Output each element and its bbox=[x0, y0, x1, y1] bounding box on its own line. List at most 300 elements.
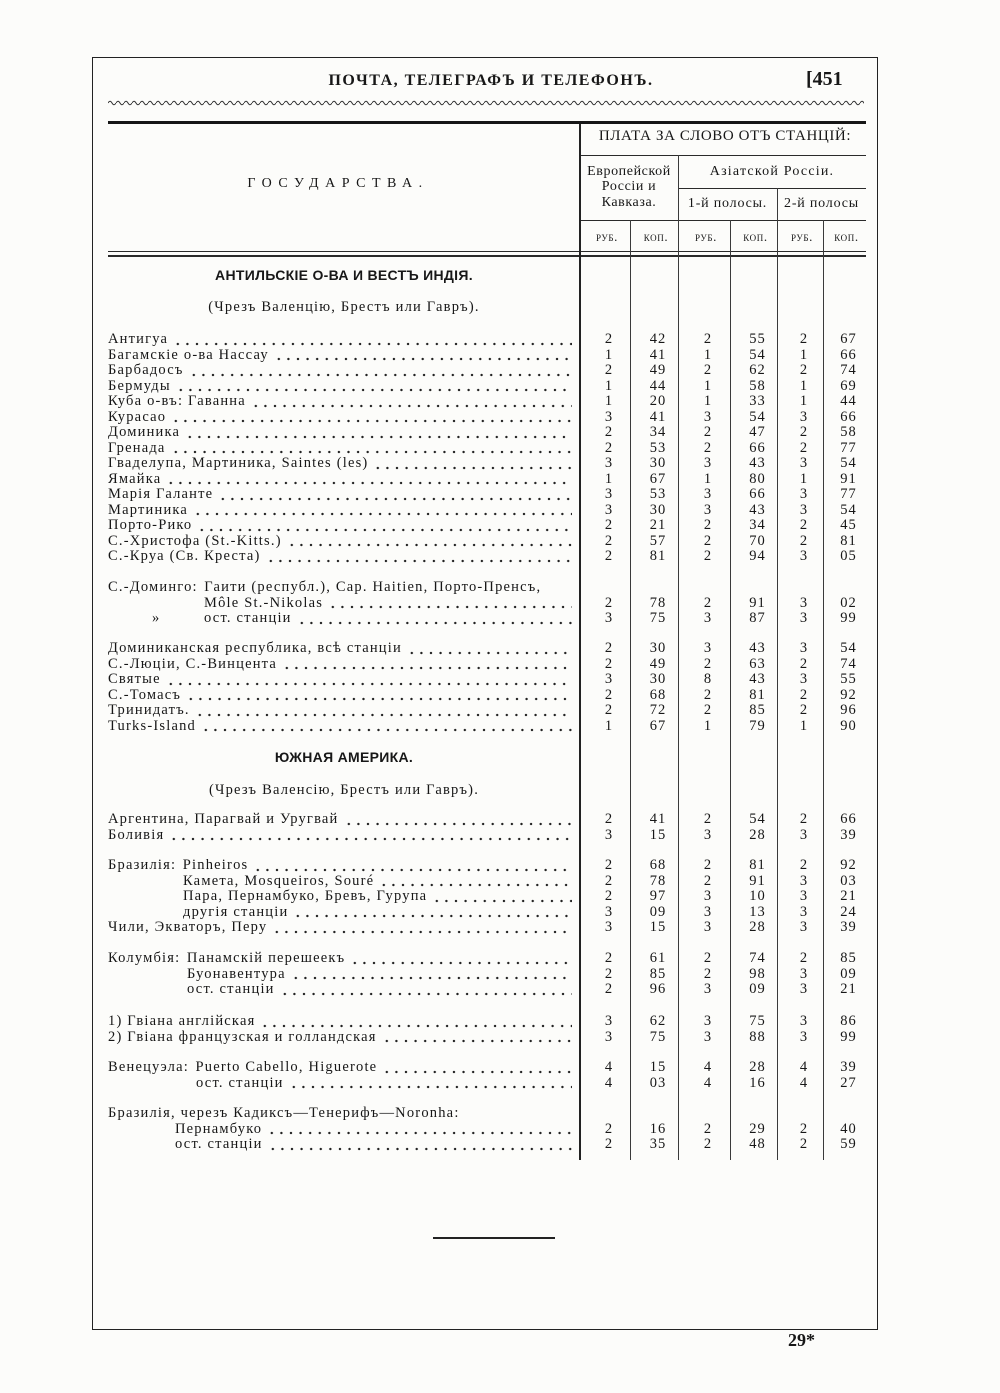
dot-leader bbox=[282, 657, 572, 673]
dot-leader bbox=[189, 363, 572, 379]
kop-europe-value: 61 bbox=[649, 950, 667, 967]
rub-asia-zone1-value: 2 bbox=[703, 872, 713, 889]
indent-spacer bbox=[108, 1137, 175, 1153]
kop-asia-zone2-value: 44 bbox=[840, 393, 857, 410]
table-row bbox=[108, 379, 868, 395]
kop-europe-value: 78 bbox=[649, 594, 667, 611]
country-cell bbox=[108, 379, 580, 395]
kop-asia-zone1-value: 48 bbox=[749, 1136, 766, 1153]
table-row bbox=[108, 1030, 868, 1046]
kop-asia-zone1-value: 66 bbox=[749, 439, 766, 456]
kop-asia-zone1-value: 88 bbox=[749, 1028, 766, 1045]
rub-asia-zone1-value: 2 bbox=[703, 702, 713, 719]
country-cell bbox=[108, 534, 580, 550]
kop-europe-value: 03 bbox=[649, 1074, 667, 1091]
country-cell bbox=[108, 487, 580, 503]
rub-europe-value: 2 bbox=[604, 888, 614, 905]
indent-spacer bbox=[108, 889, 183, 905]
page-number: [451 bbox=[806, 68, 843, 90]
kop-europe-value: 75 bbox=[649, 610, 667, 627]
rub-asia-zone1-value: 2 bbox=[703, 950, 713, 967]
rub-europe-value: 3 bbox=[604, 919, 614, 936]
rub-asia-zone2-value: 3 bbox=[799, 872, 809, 889]
country-label: Буонавентура bbox=[187, 966, 286, 982]
country-cell bbox=[108, 703, 580, 719]
rub-asia-zone1-value: 2 bbox=[703, 594, 713, 611]
table-row bbox=[108, 518, 868, 534]
country-label: Пара, Пернамбуко, Бревъ, Гурупа bbox=[183, 889, 428, 905]
kop-europe-value: 53 bbox=[649, 439, 667, 456]
kop-asia-zone1-value: 47 bbox=[749, 424, 766, 441]
sub-row bbox=[108, 905, 868, 921]
rub-asia-zone2-value: 2 bbox=[799, 857, 809, 874]
rub-asia-zone1-value: 3 bbox=[703, 1013, 713, 1030]
rub-asia-zone2-value: 3 bbox=[799, 610, 809, 627]
country-cell bbox=[108, 1060, 580, 1076]
kop-asia-zone2-value: 66 bbox=[840, 346, 857, 363]
dot-leader bbox=[291, 967, 572, 983]
route-note: (Чрезъ Валенцію, Брестъ или Гавръ). bbox=[208, 299, 480, 315]
table-row bbox=[108, 363, 868, 379]
rub-asia-zone2-value: 2 bbox=[799, 532, 809, 549]
country-label: ост. станціи bbox=[204, 611, 292, 627]
country-cell bbox=[108, 472, 580, 488]
table-row bbox=[108, 410, 868, 426]
rub-asia-zone2-value: 2 bbox=[799, 1136, 809, 1153]
kop-asia-zone2-value: 58 bbox=[840, 424, 857, 441]
rub-asia-zone1-value: 1 bbox=[703, 393, 713, 410]
kop-europe-value: 57 bbox=[649, 532, 667, 549]
rub-asia-zone2-value: 3 bbox=[799, 455, 809, 472]
rub-europe-value: 3 bbox=[604, 826, 614, 843]
country-label: Камета, Mosqueiros, Souré bbox=[183, 873, 375, 889]
unit-kop-europe: коп. bbox=[643, 229, 669, 244]
kop-europe-value: 67 bbox=[649, 470, 667, 487]
kop-asia-zone2-value: 40 bbox=[840, 1120, 857, 1137]
rub-asia-zone1-value: 3 bbox=[703, 610, 713, 627]
dot-leader bbox=[260, 1014, 572, 1030]
rub-asia-zone2-value: 3 bbox=[799, 640, 809, 657]
unit-kop-asia-zone2: коп. bbox=[834, 229, 859, 244]
dot-leader bbox=[197, 518, 572, 534]
kop-asia-zone2-value: 39 bbox=[840, 919, 857, 936]
country-label: С.-Христофа (St.-Kitts.) bbox=[108, 533, 282, 549]
dot-leader bbox=[382, 1060, 572, 1076]
rub-asia-zone2-value: 4 bbox=[799, 1074, 809, 1091]
dot-leader bbox=[379, 874, 572, 890]
sub-row bbox=[108, 611, 868, 627]
rub-asia-zone2-value: 3 bbox=[799, 501, 809, 518]
kop-asia-zone1-value: 85 bbox=[749, 702, 766, 719]
dot-leader bbox=[382, 1030, 572, 1046]
unit-rub-asia-zone2: руб. bbox=[791, 229, 813, 244]
kop-europe-value: 09 bbox=[649, 903, 667, 920]
rub-europe-value: 3 bbox=[604, 486, 614, 503]
kop-europe-value: 15 bbox=[649, 919, 667, 936]
rub-asia-zone2-value: 4 bbox=[799, 1059, 809, 1076]
signature-mark: 29* bbox=[788, 1330, 815, 1350]
rub-europe-value: 2 bbox=[604, 517, 614, 534]
country-cell bbox=[108, 688, 580, 704]
header-rule-asian bbox=[678, 188, 866, 189]
column-header-rate: ПЛАТА ЗА СЛОВО ОТЪ СТАНЦІЙ: bbox=[598, 128, 852, 144]
kop-asia-zone1-value: 43 bbox=[749, 671, 766, 688]
rub-europe-value: 1 bbox=[604, 393, 614, 410]
kop-asia-zone1-value: 55 bbox=[749, 331, 766, 348]
ditto-mark: » bbox=[152, 611, 161, 627]
kop-asia-zone1-value: 63 bbox=[749, 655, 766, 672]
kop-asia-zone1-value: 91 bbox=[749, 594, 766, 611]
dot-leader bbox=[166, 672, 572, 688]
rub-europe-value: 4 bbox=[604, 1074, 614, 1091]
kop-europe-value: 78 bbox=[649, 872, 667, 889]
country-label: Святые bbox=[108, 672, 161, 688]
table-row bbox=[108, 456, 868, 472]
country-label: 1) Гвіана англійская bbox=[108, 1014, 256, 1030]
rub-europe-value: 2 bbox=[604, 1136, 614, 1153]
kop-asia-zone2-value: 86 bbox=[840, 1013, 857, 1030]
kop-asia-zone1-value: 29 bbox=[749, 1120, 766, 1137]
sub-row bbox=[108, 889, 868, 905]
kop-europe-value: 67 bbox=[649, 717, 667, 734]
dot-leader bbox=[407, 641, 572, 657]
rub-europe-value: 3 bbox=[604, 501, 614, 518]
country-label: ост. станціи bbox=[187, 982, 275, 998]
kop-asia-zone2-value: 55 bbox=[840, 671, 857, 688]
country-cell bbox=[108, 812, 580, 828]
country-cell bbox=[108, 982, 580, 998]
kop-europe-value: 96 bbox=[649, 981, 667, 998]
country-label: ост. станціи bbox=[196, 1075, 284, 1091]
country-label: Бразилія, черезъ Кадиксъ—Тенерифъ—Noronha: bbox=[108, 1106, 460, 1122]
indent-spacer bbox=[108, 967, 187, 983]
kop-europe-value: 30 bbox=[649, 501, 667, 518]
dot-leader bbox=[171, 441, 572, 457]
dot-leader bbox=[350, 951, 572, 967]
kop-europe-value: 35 bbox=[649, 1136, 667, 1153]
country-label: Доминика bbox=[108, 425, 181, 441]
rub-asia-zone1-value: 3 bbox=[703, 888, 713, 905]
country-label: Курасао bbox=[108, 409, 167, 425]
rub-asia-zone2-value: 1 bbox=[799, 377, 809, 394]
closing-rule bbox=[433, 1237, 555, 1239]
rub-europe-value: 2 bbox=[604, 594, 614, 611]
kop-europe-value: 21 bbox=[649, 517, 667, 534]
dot-leader bbox=[195, 703, 572, 719]
country-label: Гренада bbox=[108, 440, 166, 456]
dot-leader bbox=[173, 332, 572, 348]
kop-europe-value: 34 bbox=[649, 424, 667, 441]
country-cell bbox=[108, 1137, 580, 1153]
rub-asia-zone2-value: 3 bbox=[799, 408, 809, 425]
kop-asia-zone2-value: 90 bbox=[840, 717, 857, 734]
rub-asia-zone2-value: 2 bbox=[799, 424, 809, 441]
table-row bbox=[108, 688, 868, 704]
country-cell bbox=[108, 503, 580, 519]
kop-asia-zone1-value: 81 bbox=[749, 857, 766, 874]
dot-leader bbox=[272, 920, 572, 936]
column-header-zone2: 2-й полосы bbox=[784, 196, 859, 211]
kop-asia-zone2-value: 27 bbox=[840, 1074, 857, 1091]
country-cell bbox=[108, 441, 580, 457]
kop-europe-value: 49 bbox=[649, 362, 667, 379]
country-cell bbox=[108, 672, 580, 688]
rub-asia-zone2-value: 2 bbox=[799, 655, 809, 672]
rub-europe-value: 2 bbox=[604, 362, 614, 379]
kop-asia-zone2-value: 96 bbox=[840, 702, 857, 719]
kop-asia-zone1-value: 54 bbox=[749, 408, 766, 425]
dot-leader bbox=[251, 394, 572, 410]
country-cell bbox=[108, 1030, 580, 1046]
country-cell bbox=[108, 363, 580, 379]
table-row bbox=[108, 487, 868, 503]
kop-asia-zone2-value: 74 bbox=[840, 362, 857, 379]
header-rule-rate bbox=[580, 155, 866, 156]
kop-asia-zone1-value: 33 bbox=[749, 393, 766, 410]
rub-asia-zone1-value: 3 bbox=[703, 903, 713, 920]
header-double-rule-bottom bbox=[108, 255, 866, 257]
dot-leader bbox=[218, 487, 572, 503]
indent-spacer bbox=[108, 874, 183, 890]
kop-asia-zone2-value: 85 bbox=[840, 950, 857, 967]
country-cell bbox=[108, 719, 580, 735]
indent-spacer bbox=[108, 1122, 175, 1138]
country-cell bbox=[108, 641, 580, 657]
country-cell bbox=[108, 1076, 580, 1092]
kop-asia-zone2-value: 24 bbox=[840, 903, 857, 920]
rub-europe-value: 2 bbox=[604, 532, 614, 549]
rub-europe-value: 1 bbox=[604, 470, 614, 487]
rub-asia-zone2-value: 3 bbox=[799, 1028, 809, 1045]
table-row bbox=[108, 641, 868, 657]
kop-asia-zone1-value: 43 bbox=[749, 501, 766, 518]
rub-asia-zone2-value: 3 bbox=[799, 981, 809, 998]
kop-asia-zone2-value: 54 bbox=[840, 501, 857, 518]
rub-asia-zone1-value: 2 bbox=[703, 655, 713, 672]
table-row bbox=[108, 332, 868, 348]
country-cell bbox=[108, 874, 580, 890]
rub-europe-value: 2 bbox=[604, 548, 614, 565]
dot-leader bbox=[253, 858, 572, 874]
route-note: (Чрезъ Валенсію, Брестъ или Гавръ). bbox=[208, 782, 480, 798]
rub-asia-zone1-value: 3 bbox=[703, 486, 713, 503]
country-cell bbox=[108, 889, 580, 905]
country-label: Марія Галанте bbox=[108, 487, 214, 503]
kop-asia-zone1-value: 91 bbox=[749, 872, 766, 889]
kop-asia-zone1-value: 28 bbox=[749, 826, 766, 843]
country-label: Puerto Cabello, Higuerote bbox=[195, 1060, 378, 1076]
kop-asia-zone1-value: 66 bbox=[749, 486, 766, 503]
country-cell bbox=[108, 828, 580, 844]
kop-asia-zone1-value: 34 bbox=[749, 517, 766, 534]
country-cell bbox=[108, 858, 580, 874]
country-cell bbox=[108, 425, 580, 441]
kop-europe-value: 62 bbox=[649, 1013, 667, 1030]
kop-asia-zone2-value: 99 bbox=[840, 610, 857, 627]
running-head: ПОЧТА, ТЕЛЕГРАФЪ И ТЕЛЕФОНЪ. bbox=[328, 72, 654, 89]
rub-asia-zone1-value: 2 bbox=[703, 424, 713, 441]
sub-row bbox=[108, 1122, 868, 1138]
kop-asia-zone1-value: 81 bbox=[749, 686, 766, 703]
kop-europe-value: 16 bbox=[649, 1120, 667, 1137]
country-cell bbox=[108, 394, 580, 410]
country-label: Тринидатъ. bbox=[108, 703, 190, 719]
rub-europe-value: 3 bbox=[604, 671, 614, 688]
rub-asia-zone1-value: 4 bbox=[703, 1074, 713, 1091]
rub-asia-zone1-value: 3 bbox=[703, 1028, 713, 1045]
header-thick-rule bbox=[108, 121, 866, 124]
table-row bbox=[108, 657, 868, 673]
table-row bbox=[108, 1106, 868, 1122]
column-header-zone1: 1-й полосы. bbox=[687, 196, 768, 211]
rub-asia-zone2-value: 3 bbox=[799, 965, 809, 982]
country-label: Мартиника bbox=[108, 502, 189, 518]
rub-asia-zone1-value: 3 bbox=[703, 455, 713, 472]
rub-asia-zone1-value: 2 bbox=[703, 686, 713, 703]
rub-asia-zone1-value: 1 bbox=[703, 346, 713, 363]
country-label: Пернамбуко bbox=[175, 1121, 263, 1137]
sub-row bbox=[108, 982, 868, 998]
rub-asia-zone1-value: 3 bbox=[703, 919, 713, 936]
section-title: ЮЖНАЯ АМЕРИКА. bbox=[274, 749, 414, 765]
dot-leader bbox=[166, 472, 572, 488]
kop-asia-zone2-value: 74 bbox=[840, 655, 857, 672]
kop-asia-zone2-value: 21 bbox=[840, 981, 857, 998]
country-cell bbox=[108, 580, 580, 596]
rub-asia-zone2-value: 2 bbox=[799, 811, 809, 828]
rub-asia-zone2-value: 2 bbox=[799, 950, 809, 967]
rub-europe-value: 2 bbox=[604, 872, 614, 889]
dot-leader bbox=[287, 534, 572, 550]
rub-europe-value: 3 bbox=[604, 455, 614, 472]
kop-asia-zone2-value: 05 bbox=[840, 548, 857, 565]
table-row bbox=[108, 580, 868, 596]
country-cell bbox=[108, 518, 580, 534]
kop-asia-zone2-value: 77 bbox=[840, 439, 857, 456]
country-label: Чили, Экваторъ, Перу bbox=[108, 920, 268, 936]
column-header-states: ГОСУДАРСТВА. bbox=[247, 176, 429, 191]
kop-asia-zone1-value: 79 bbox=[749, 717, 766, 734]
sub-row bbox=[108, 967, 868, 983]
country-cell bbox=[108, 410, 580, 426]
rub-europe-value: 2 bbox=[604, 331, 614, 348]
country-cell bbox=[108, 951, 580, 967]
rub-asia-zone2-value: 2 bbox=[799, 517, 809, 534]
kop-asia-zone2-value: 81 bbox=[840, 532, 857, 549]
rub-asia-zone2-value: 2 bbox=[799, 439, 809, 456]
kop-europe-value: 30 bbox=[649, 455, 667, 472]
table-row bbox=[108, 812, 868, 828]
sub-row bbox=[108, 1137, 868, 1153]
rub-asia-zone2-value: 3 bbox=[799, 1013, 809, 1030]
kop-asia-zone2-value: 39 bbox=[840, 826, 857, 843]
kop-asia-zone2-value: 77 bbox=[840, 486, 857, 503]
kop-asia-zone2-value: 69 bbox=[840, 377, 857, 394]
kop-asia-zone2-value: 54 bbox=[840, 640, 857, 657]
unit-rub-europe: руб. bbox=[596, 229, 618, 244]
table-row bbox=[108, 719, 868, 735]
rub-asia-zone2-value: 3 bbox=[799, 903, 809, 920]
dot-leader bbox=[266, 549, 572, 565]
rub-asia-zone1-value: 2 bbox=[703, 1136, 713, 1153]
rub-asia-zone1-value: 3 bbox=[703, 981, 713, 998]
kop-europe-value: 15 bbox=[649, 1059, 667, 1076]
dot-leader bbox=[280, 982, 572, 998]
kop-asia-zone2-value: 59 bbox=[840, 1136, 857, 1153]
kop-asia-zone1-value: 75 bbox=[749, 1013, 766, 1030]
dot-leader bbox=[185, 425, 572, 441]
unit-kop-asia-zone1: коп. bbox=[743, 229, 768, 244]
kop-asia-zone1-value: 54 bbox=[749, 811, 766, 828]
country-label: С.-Люціи, С.-Винцента bbox=[108, 656, 278, 672]
country-cell bbox=[108, 657, 580, 673]
country-label: Боливія bbox=[108, 827, 165, 843]
table-row bbox=[108, 920, 868, 936]
country-label: Pinheiros bbox=[182, 858, 249, 874]
country-label: С.-Томасъ bbox=[108, 687, 182, 703]
rub-asia-zone1-value: 8 bbox=[703, 671, 713, 688]
country-cell bbox=[108, 549, 580, 565]
rub-europe-value: 4 bbox=[604, 1059, 614, 1076]
rub-asia-zone1-value: 2 bbox=[703, 1120, 713, 1137]
country-prefix: С.-Доминго: bbox=[108, 580, 198, 596]
country-label: 2) Гвіана французская и голландская bbox=[108, 1029, 377, 1045]
rub-asia-zone2-value: 2 bbox=[799, 331, 809, 348]
country-label: Доминиканская республика, всѣ станціи bbox=[108, 641, 402, 657]
table-row bbox=[108, 828, 868, 844]
kop-asia-zone2-value: 21 bbox=[840, 888, 857, 905]
rub-europe-value: 2 bbox=[604, 981, 614, 998]
rub-europe-value: 1 bbox=[604, 346, 614, 363]
rub-asia-zone1-value: 2 bbox=[703, 439, 713, 456]
rub-asia-zone2-value: 2 bbox=[799, 362, 809, 379]
rub-asia-zone2-value: 3 bbox=[799, 888, 809, 905]
rub-asia-zone1-value: 1 bbox=[703, 377, 713, 394]
kop-asia-zone1-value: 70 bbox=[749, 532, 766, 549]
kop-asia-zone1-value: 54 bbox=[749, 346, 766, 363]
rub-asia-zone1-value: 2 bbox=[703, 548, 713, 565]
column-header-asian: Азіатской Россіи. bbox=[709, 164, 835, 179]
unit-rub-asia-zone1: руб. bbox=[695, 229, 717, 244]
country-label: ост. станціи bbox=[175, 1137, 263, 1153]
header-double-rule-top bbox=[108, 251, 866, 252]
country-label: Turks-Island bbox=[108, 718, 196, 734]
rub-asia-zone2-value: 1 bbox=[799, 470, 809, 487]
kop-asia-zone2-value: 66 bbox=[840, 811, 857, 828]
table-row bbox=[108, 348, 868, 364]
kop-europe-value: 42 bbox=[649, 331, 667, 348]
country-label: Гаити (республ.), Cap. Haitien, Порто-Пренсъ, bbox=[204, 580, 542, 596]
country-label: Аргентина, Парагвай и Уругвай bbox=[108, 812, 339, 828]
country-prefix: Бразилія: bbox=[108, 858, 177, 874]
country-prefix: Венецуэла: bbox=[108, 1060, 189, 1076]
rub-asia-zone1-value: 1 bbox=[703, 470, 713, 487]
table-row bbox=[108, 425, 868, 441]
rub-europe-value: 3 bbox=[604, 903, 614, 920]
rub-europe-value: 2 bbox=[604, 424, 614, 441]
rub-asia-zone2-value: 2 bbox=[799, 686, 809, 703]
rub-asia-zone1-value: 2 bbox=[703, 965, 713, 982]
country-label: Порто-Рико bbox=[108, 518, 193, 534]
country-cell bbox=[108, 905, 580, 921]
kop-asia-zone1-value: 80 bbox=[749, 470, 766, 487]
rub-europe-value: 2 bbox=[604, 702, 614, 719]
kop-asia-zone2-value: 03 bbox=[840, 872, 857, 889]
country-cell bbox=[108, 611, 580, 627]
rub-europe-value: 1 bbox=[604, 377, 614, 394]
country-label: Гваделупа, Мартиника, Saintes (les) bbox=[108, 456, 369, 472]
country-label: Багамскіе о-ва Нассау bbox=[108, 347, 269, 363]
